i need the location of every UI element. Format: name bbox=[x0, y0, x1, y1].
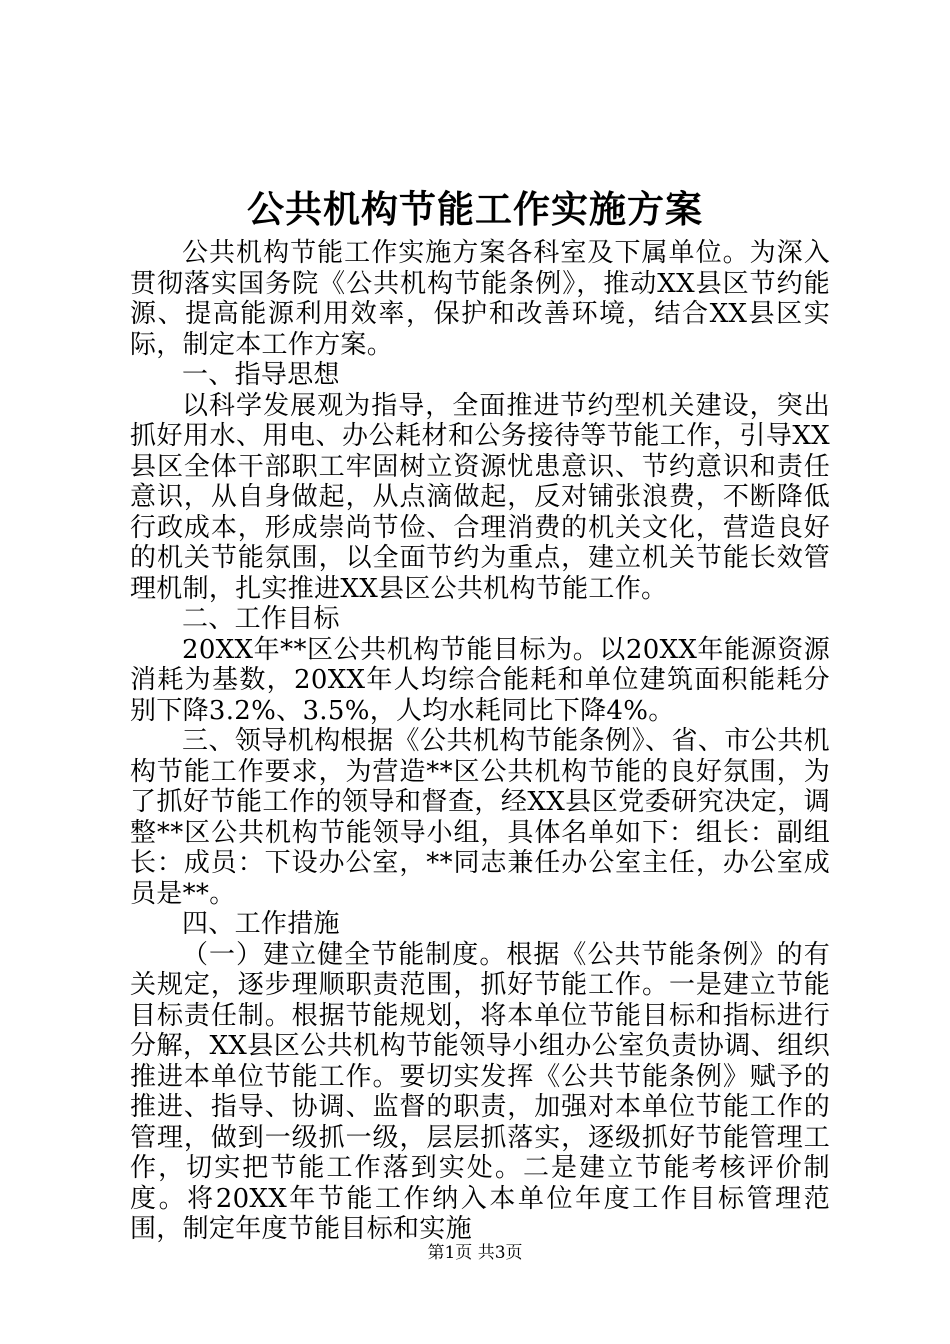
page-number-footer: 第1页 共3页 bbox=[427, 1243, 523, 1263]
section-heading-guiding-thought: 一、指导思想 bbox=[182, 360, 340, 390]
section-heading-work-measures: 四、工作措施 bbox=[182, 909, 340, 939]
section-heading-work-goals: 二、工作目标 bbox=[182, 604, 340, 634]
work-measures-paragraph: （一）建立健全节能制度。根据《公共节能条例》的有关规定，逐步理顺职责范围，抓好节能工作。一是建立节能目标责任制。根据节能规划，将本单位节能目标和指标进行分解，XX县区公共机构节能领导小组办公室负责协调、组织推进本单位节能工作。要切实发挥《公共节能条例》赋予的推进、指导、协调、监督的职责，加强对本单位节能工作的管理，做到一级抓一级，层层抓落实，逐级抓好节能管理工作，切实把节能工作落到实处。二是建立节能考核评价制度。将20XX年节能工作纳入本单位年度工作目标管理范围，制定年度节能目标和实施 bbox=[130, 939, 830, 1244]
guiding-thought-paragraph: 以科学发展观为指导，全面推进节约型机关建设，突出抓好用水、用电、办公耗材和公务接待等节能工作，引导XX县区全体干部职工牢固树立资源忧患意识、节约意识和责任意识，从自身做起，从点滴做起，反对铺张浪费，不断降低行政成本，形成崇尚节俭、合理消费的机关文化，营造良好的机关节能氛围，以全面节约为重点，建立机关节能长效管理机制，扎实推进XX县区公共机构节能工作。 bbox=[130, 390, 830, 604]
document-body bbox=[130, 238, 830, 1245]
leadership-paragraph: 三、领导机构根据《公共机构节能条例》、省、市公共机构节能工作要求，为营造**区公共机构节能的良好氛围，为了抓好节能工作的领导和督查，经XX县区党委研究决定，调整**区公共机构节能领导小组，具体名单如下：组长：副组长：成员：下设办公室，**同志兼任办公室主任，办公室成员是**。 bbox=[130, 726, 830, 909]
document-title: 公共机构节能工作实施方案 bbox=[247, 187, 703, 231]
work-goals-paragraph: 20XX年**区公共机构节能目标为。以20XX年能源资源消耗为基数，20XX年人均综合能耗和单位建筑面积能耗分别下降3.2%、3.5%，人均水耗同比下降4%。 bbox=[130, 634, 830, 726]
intro-paragraph: 公共机构节能工作实施方案各科室及下属单位。为深入贯彻落实国务院《公共机构节能条例》，推动XX县区节约能源、提高能源利用效率，保护和改善环境，结合XX县区实际，制定本工作方案。 bbox=[130, 238, 830, 360]
